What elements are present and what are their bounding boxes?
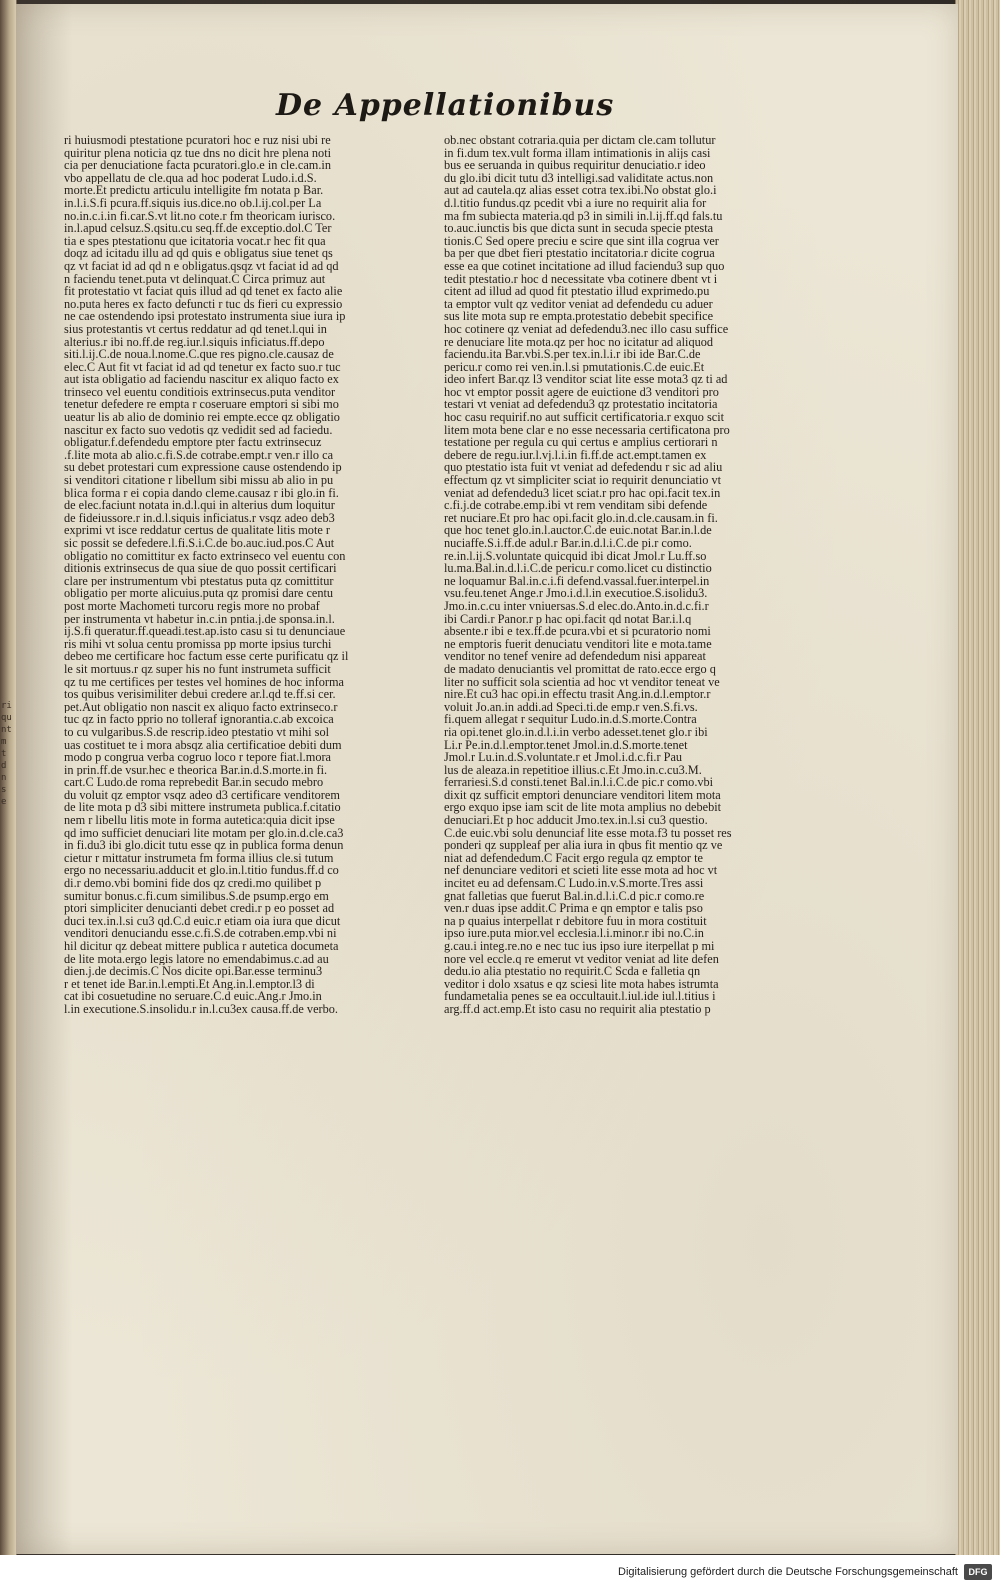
text-line: Li.r Pe.in.d.l.emptor.tenet Jmol.in.d.S.morte.tenet	[444, 738, 688, 752]
text-line: esse ea que cotinet incitatione ad illud faciendu3 sup quo	[444, 259, 725, 273]
text-line: tedit ptestatio.r hoc d necessitate vba cotinere dbent vt i	[444, 272, 718, 286]
text-line: n faciendu tenet.puta vt delinquat.C Circa primuz aut	[64, 272, 326, 286]
text-line: de elec.faciunt notata in.d.l.qui in alterius dum loquitur	[64, 499, 335, 512]
verso-page-edge	[0, 0, 17, 1555]
text-line: venditori denuciandu esse.c.fi.S.de cotraben.emp.vbi ni	[64, 927, 337, 940]
text-line: obligatur.f.defendedu emptore pter factu extrinsecuz	[64, 436, 322, 449]
text-line: g.cau.i integ.re.no e nec tuc ius ipso iure iterpellat p mi	[444, 940, 715, 953]
text-line: ij.S.fi queratur.ff.queadi.test.ap.isto casu si tu denunciaue	[64, 625, 346, 638]
text-line: veditor i dolo xsatus e qz sciesi lite mota habes istrumta	[444, 977, 719, 991]
text-line: le sit mortuus.r qz super his no funt instrumeta sufficit	[64, 662, 331, 676]
text-line: ponderi qz suppleaf per alia iura in qbus fit mentio qz ve	[444, 839, 723, 852]
text-line: modo p congrua verba cogruo loco r tepore fiat.l.mora	[64, 751, 332, 764]
text-line: hoc cotinere qz veniat ad defedendu3.nec illo casu suffice	[444, 322, 729, 336]
text-line: ret nuciare.Et pro hac opi.facit glo.in.d.cle.causam.in fi.	[444, 511, 718, 525]
text-line: ob.nec obstant cotraria.quia per dictam cle.cam tollutur	[444, 134, 716, 147]
text-line: qd imo sufficiet denuciari lite motam per glo.in.d.cle.ca3	[64, 826, 344, 840]
text-line: siti.l.ij.C.de noua.l.nome.C.que res pigno.cle.causaz de	[64, 348, 334, 361]
text-line: lus de aleaza.in repetitioe illius.c.Et Jmo.in.c.cu3.M.	[444, 763, 702, 777]
text-line: to cu vulgaribus.S.de rescrip.ideo ptestatio vt mihi sol	[64, 725, 330, 739]
text-line: exprimi vt isce reddatur certus de qualitate litis mote r	[64, 524, 331, 537]
text-line: hoc vt emptor possit agere de euictione d3 venditori pro	[444, 385, 719, 399]
text-line: tionis.C Sed opere preciu e scire que sint illa cogrua ver	[444, 234, 719, 248]
text-line: quiritur plena noticia qz tue dns no dicit hre plena noti	[64, 146, 332, 160]
right-text-column	[444, 134, 796, 1016]
text-line: Jmol.r Lu.in.d.S.voluntate.r et Jmol.i.d.c.fi.r Pau	[444, 751, 683, 764]
text-line: ris mihi vt solua centu promissa pp morte ipsius turchi	[64, 637, 332, 651]
text-line: tia e spes ptestationu que icitatoria vocat.r hec fit qua	[64, 234, 326, 248]
text-line: vbo appellatu de cle.qua ad hoc poderat Ludo.i.d.S.	[64, 171, 317, 185]
page-block-edges	[955, 0, 1000, 1555]
text-line: aut ista obligatio ad faciendu nascitur ex aliquo facto ex	[64, 373, 339, 386]
text-line: si venditori citatione r libellum sibi missu ab alio in pu	[64, 474, 334, 487]
text-line: in fi.dum tex.vult forma illam intimationis in alijs casi	[444, 146, 711, 160]
footer-bar	[0, 1555, 1000, 1588]
text-line: obligatio per morte alicuius.puta qz promisi dare centu	[64, 587, 334, 600]
text-line: cietur r mittatur instrumeta fm forma illius cle.si tutum	[64, 851, 334, 865]
text-line: ideo infert Bar.qz l3 venditor sciat lite esse mota3 qz ti ad	[444, 373, 728, 386]
left-text-column	[64, 134, 416, 1016]
text-line: vsu.feu.tenet Ange.r Jmo.i.d.l.in executioe.S.isolidu3.	[444, 587, 708, 600]
text-line: qz tu me certifices per testes vel homines de hoc informa	[64, 675, 344, 689]
book-page	[16, 4, 958, 1554]
text-line: in prin.ff.de vsur.hec e theorica Bar.in.d.S.morte.in fi.	[64, 763, 328, 777]
text-line: litem mota bene clar e no esse necessaria certificatona pro	[444, 423, 730, 437]
text-line: tuc qz in facto pprio no tolleraf ignorantia.c.ab excoica	[64, 713, 334, 726]
text-line: testari vt veniat ad defedendu3 qz protestatio incitatoria	[444, 398, 718, 412]
text-line: debeo me certificare hoc factum esse certe purificatu qz il	[64, 650, 349, 663]
text-line: l.in executione.S.insolidu.r in.l.cu3ex causa.ff.de verbo.	[64, 1002, 338, 1016]
text-line: testatione per regula cu qui certus e amplius certiorari n	[444, 436, 718, 449]
text-line: denuciari.Et p hoc adducit Jmo.tex.in.l.si cu3 questio.	[444, 814, 708, 827]
text-line: gnat falletias que fuerut Bal.in.d.l.i.C.d pic.r como.re	[444, 889, 705, 903]
text-line: ergo no necessariu.adducit et glo.in.l.titio fundus.ff.d co	[64, 864, 339, 878]
text-line: nem r libellu litis mote in forma autetica:quia dicit ipse	[64, 814, 335, 827]
text-line: ne emptoris fuerit denuciatu venditori lite e mota.tame	[444, 637, 712, 651]
text-line: sius protestantis vt certus reddatur ad qd tenet.l.qui in	[64, 322, 327, 336]
dfg-logo-icon: DFG	[964, 1564, 992, 1580]
text-line: re.in.l.ij.S.voluntate quicquid ibi dicat Jmol.r Lu.ff.so	[444, 549, 707, 563]
text-line: r et tenet ide Bar.in.l.empti.Et Ang.in.l.emptor.l3 di	[64, 977, 315, 991]
text-line: dedu.io alia ptestatio no requirit.C Scda e falletia qn	[444, 965, 701, 978]
text-line: que hoc tenet glo.in.l.auctor.C.de euic.notat Bar.in.l.de	[444, 524, 712, 537]
text-line: in.l.apud celsuz.S.qsitu.cu seq.ff.de exceptio.dol.C Ter	[64, 222, 332, 235]
text-line: hoc casu requirif.no aut sufficit certificatoria.r exquo scit	[444, 411, 725, 424]
text-line: lu.ma.Bal.in.d.l.i.C.de pericu.r como.licet cu distinctio	[444, 562, 712, 575]
text-line: de fideiussore.r in.d.l.siquis inficiatus.r vsqz adeo deb3	[64, 511, 335, 525]
text-line: ditionis extrinsecus de qua siue de quo possit certificari	[64, 562, 337, 575]
text-line: doqz ad icitadu illu ad qd quis e obligatus siue tenet qs	[64, 247, 333, 260]
text-line: incitet eu ad defensam.C Ludo.in.v.S.morte.Tres assi	[444, 877, 704, 890]
text-line: clare per instrumentum vbi ptestatus puta qz comittitur	[64, 574, 334, 588]
text-line: cart.C Ludo.de roma reprebedit Bar.in secudo mebro	[64, 776, 324, 789]
text-line: no.in.c.i.in fi.car.S.vt lit.no cote.r fm theoricam iurisco.	[64, 209, 336, 223]
text-line: re denuciare lite mota.qz per hoc no icitatur ad aliquod	[444, 335, 714, 349]
text-line: cia per denuciatione facta pcuratori.glo.e in cle.cam.in	[64, 159, 331, 172]
text-line: ba per que dbet fieri ptestatio incitatoria.r dicite cogrua	[444, 247, 715, 260]
text-line: ri huiusmodi ptestatione pcuratori hoc e ruz nisi ubi re	[64, 134, 331, 147]
text-line: na p quaius interpellat r debitore fuu in mora costituit	[444, 914, 707, 928]
text-line: nuciaffe.S.i.ff.de adul.r Bar.in.d.l.i.C.de pi.r como.	[444, 537, 692, 550]
verso-text-fragments: ri qu nt m t d n s e	[1, 701, 12, 807]
text-line: citent ad illud ad quod fit ptestatio illud exprimedo.pu	[444, 285, 710, 298]
text-line: c.fi.j.de cotrabe.emp.ibi vt rem venditam sibi defende	[444, 499, 708, 512]
text-line: pericu.r como rei ven.in.l.si pmutationis.C.de euic.Et	[444, 360, 705, 374]
text-line: elec.C Aut fit vt faciat id ad qd tenetur ex facto suo.r tuc	[64, 360, 341, 374]
text-line: fi.quem allegat r sequitur Ludo.in.d.S.morte.Contra	[444, 713, 697, 726]
text-line: aut ad cautela.qz alias esset cotra tex.ibi.No obstat glo.i	[444, 184, 717, 197]
text-line: ria opi.tenet glo.in.d.l.i.in verbo adesset.tenet glo.r ibi	[444, 725, 708, 739]
text-line: ma fm subiecta materia.qd p3 in simili in.l.ij.ff.qd fals.tu	[444, 209, 723, 223]
text-line: ta emptor vult qz veditor veniat ad defendedu cu aduer	[444, 297, 713, 311]
text-line: qz vt faciat id ad qd n e obligatus.qsqz vt faciat id ad qd	[64, 259, 339, 273]
text-line: obligatio no comittitur ex facto extrinseco vel euentu con	[64, 549, 346, 563]
running-head: De Appellationibus	[276, 88, 615, 123]
text-line: nire.Et cu3 hac opi.in effectu trasit Ang.in.d.l.emptor.r	[444, 688, 711, 701]
text-line: ipso iure.puta mior.vel ecclesia.l.i.minor.r ibi no.C.in	[444, 927, 704, 940]
text-line: C.de euic.vbi solu denunciaf lite esse mota.f3 tu posset res	[444, 826, 732, 840]
text-line: di.r demo.vbi bomini fide dos qz credi.mo quilibet p	[64, 877, 322, 890]
text-line: ven.r duas ipse addit.C Prima e qn emptor e talis pso	[444, 902, 703, 915]
text-line: de lite mota p d3 sibi mittere instrumeta publica.f.citatio	[64, 801, 341, 815]
text-line: fundametalia penes se ea occultauit.l.iul.ide iul.l.titius i	[444, 990, 716, 1003]
text-line: per instrumenta vt habetur in.c.in pntia.j.de sponsa.in.l.	[64, 612, 335, 626]
text-line: tenetur defedere re empta r coseruare emptori si sibi mo	[64, 398, 339, 412]
text-line: morte.Et predictu articulu intelligite fm notata p Bar.	[64, 184, 324, 197]
text-line: nascitur ex facto suo vedotis qz vedidit sed ad faciedu.	[64, 423, 333, 437]
text-line: blica forma r ei copia dando cleme.causaz r ibi glo.in fi.	[64, 486, 339, 500]
text-line: dixit qz sufficit emptori denunciare venditori litem mota	[444, 788, 721, 802]
text-line: veniat ad defendedu3 licet sciat.r pro hac opi.facit tex.in	[444, 486, 721, 500]
text-line: cat ibi cosuetudine no seruare.C.d euic.Ang.r Jmo.in	[64, 990, 322, 1003]
text-line: pet.Aut obligatio non nascit ex aliquo facto extrinseco.r	[64, 700, 338, 714]
text-line: de lite mota.ergo legis latore no emendabimus.c.ad au	[64, 952, 329, 966]
text-line: sic possit se defedere.l.fi.S.i.C.de bo.auc.iud.pos.C Aut	[64, 537, 335, 550]
text-line: ptori simpliciter denucianti debet credi.r p eo posset ad	[64, 902, 335, 915]
text-line: du glo.ibi dicit tutu d3 intelligi.sad validitate actus.non	[444, 171, 714, 185]
text-line: liter no sufficit sola scientia ad hoc vt venditor teneat ve	[444, 675, 720, 689]
text-line: ibi Cardi.r Panor.r p hac opi.facit qd notat Bar.i.l.q	[444, 612, 692, 626]
text-line: .f.lite mota ab alio.c.fi.S.de cotrabe.empt.r ven.r illo ca	[64, 448, 334, 462]
text-line: nef denunciare veditori et scieti lite esse mota ad hoc vt	[444, 864, 718, 878]
text-line: in.l.i.S.fi pcura.ff.siquis ius.dice.no ob.l.ij.col.per La	[64, 196, 322, 210]
text-line: ne cae ostendendo ipsi protestato instrumenta siue iura ip	[64, 310, 346, 323]
text-line: post morte Machometi turcoru regis more no probaf	[64, 599, 320, 613]
text-line: alterius.r ibi no.ff.de reg.iur.l.siquis inficiatus.ff.depo	[64, 335, 325, 349]
text-line: ueatur lis ab alio de dominio rei empte.ecce qz obligatio	[64, 411, 340, 424]
text-line: sus lite mota sup re empta.protestatio debebit specifice	[444, 310, 714, 323]
text-line: duci tex.in.l.si cu3 qd.C.d euic.r etiam oia iura que dicut	[64, 914, 341, 928]
text-line: uas costituet te i mora absqz alia certificatioe debiti dum	[64, 738, 342, 752]
text-line: arg.ff.d act.emp.Et isto casu no requirit alia ptestatio p	[444, 1002, 711, 1016]
text-line: de madato denuciantis vel promittat de rato.ecce ergo q	[444, 662, 716, 676]
text-line: in fi.du3 ibi glo.dicit tutu esse qz in publica forma denun	[64, 839, 344, 852]
text-line: niat ad defendedum.C Facit ergo regula qz emptor te	[444, 851, 703, 865]
text-line: no.puta heres ex facto defuncti r tuc ds fieri cu expressio	[64, 297, 343, 311]
text-line: ne loquamur Bal.in.c.i.fi defend.vassal.fuer.interpel.in	[444, 574, 710, 588]
text-line: tos quibus verisimiliter debui credere ar.l.qd te.ff.si cer.	[64, 688, 336, 701]
text-line: fit protestatio vt faciat quis illud ad qd tenet ex facto alie	[64, 285, 343, 298]
footer-credit: Digitalisierung gefördert durch die Deutsche Forschungsgemeinschaft	[618, 1565, 958, 1578]
text-line: ferrariesi.S.d consti.tenet Bal.in.l.i.C.de pic.r como.vbi	[444, 776, 714, 789]
text-line: quo ptestatio ista fuit vt veniat ad defedendu r sic ad aliu	[444, 461, 723, 475]
text-line: du voluit qz emptor vsqz adeo d3 certificare venditorem	[64, 788, 340, 802]
text-line: hil dicitur qz debeat mittere publica r autetica documeta	[64, 940, 339, 953]
text-line: venditor no tenef venire ad defendedum nisi appareat	[444, 650, 706, 663]
text-line: absente.r ibi e tex.ff.de pcura.vbi et si pcuratorio nomi	[444, 625, 711, 638]
text-line: dien.j.de decimis.C Nos dicite opi.Bar.esse terminu3	[64, 965, 323, 978]
text-line: Jmo.in.c.cu inter vniuersas.S.d elec.do.Anto.in.d.c.fi.r	[444, 599, 709, 613]
text-line: trinseco vel euentu conditiois extrinsecus.puta venditor	[64, 385, 336, 399]
text-line: bus ee seruanda in quibus requiritur denuciatio.r ideo	[444, 159, 706, 172]
text-line: effectum qz vt simpliciter sciat io requirit denunciatio vt	[444, 474, 722, 487]
text-line: voluit Jo.an.in addi.ad Speci.ti.de emp.r ven.S.fi.vs.	[444, 700, 698, 714]
text-line: d.l.titio fundus.qz pcedit vbi a iure no requirit alia for	[444, 196, 707, 210]
text-line: su debet protestari cum expressione cause ostendendo ip	[64, 461, 342, 475]
text-line: nore vel eccle.q re emerut vt veditor veniat ad lite defen	[444, 952, 719, 966]
text-line: to.auc.iunctis bis que dicta sunt in secuda specie ptesta	[444, 222, 714, 235]
text-line: ergo exquo ipse iam scit de lite mota amplius no debebit	[444, 801, 722, 815]
text-line: faciendu.ita Bar.vbi.S.per tex.in.l.i.r ibi ide Bar.C.de	[444, 348, 701, 361]
text-line: sumitur bonus.c.fi.cum similibus.S.de psump.ergo em	[64, 889, 329, 903]
text-line: debere de regu.iur.l.vj.l.i.in fi.ff.de act.empt.tamen ex	[444, 448, 707, 462]
